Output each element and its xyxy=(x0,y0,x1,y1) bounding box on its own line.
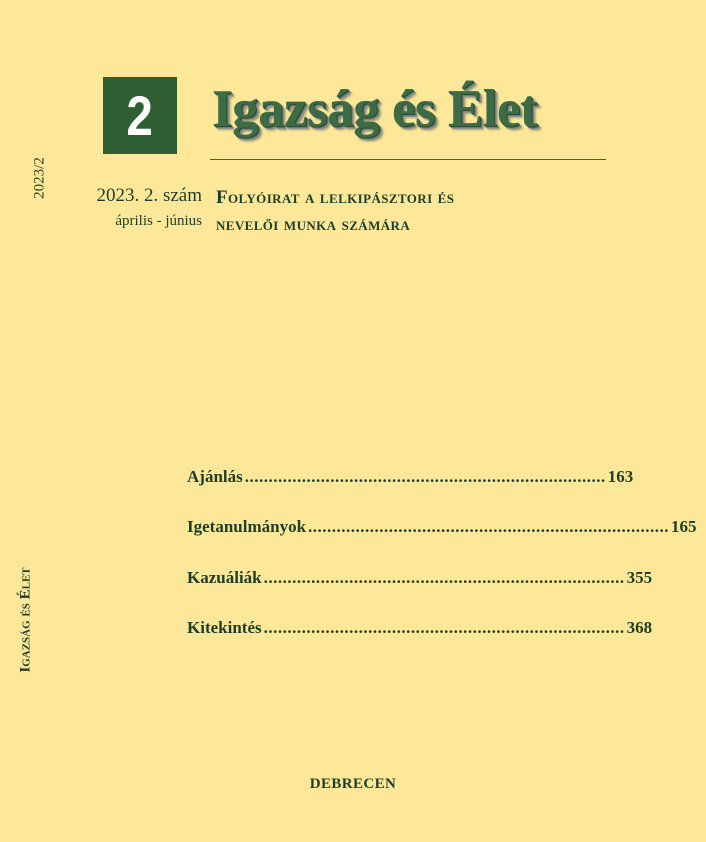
spine-title: Igazság és Élet xyxy=(17,567,34,673)
toc-item-page: 165 xyxy=(671,517,697,537)
issue-info xyxy=(78,184,202,234)
title-divider xyxy=(210,159,606,160)
toc-item-label: Kazuáliák xyxy=(187,567,262,587)
issue-number-badge xyxy=(103,77,177,154)
issue-months: április - június xyxy=(115,213,202,229)
toc-item-kazualiak xyxy=(187,567,653,618)
toc-item-page: 163 xyxy=(607,467,634,486)
toc-item-ajanlas xyxy=(187,467,634,517)
journal-subtitle xyxy=(216,184,454,238)
toc-item-label: Ajánlás xyxy=(187,467,243,486)
toc-leader-dots: ............................................................................ xyxy=(308,517,670,537)
subtitle-line-2: nevelői munka számára xyxy=(216,214,411,235)
subtitle-line-1: Folyóirat a lelkipásztori és xyxy=(216,187,455,208)
toc-leader-dots: ............................................................................ xyxy=(263,567,625,587)
toc-item-kitekintes xyxy=(187,617,653,668)
toc-item-igetanulmanyok xyxy=(187,517,697,567)
journal-title: Igazság és Élet xyxy=(212,80,538,138)
toc-item-page: 355 xyxy=(626,567,653,587)
spine-year: 2023/2 xyxy=(31,157,48,199)
issue-year-number: 2023. 2. szám xyxy=(96,185,202,206)
toc-item-label: Kitekintés xyxy=(187,617,262,637)
issue-number: 2 xyxy=(126,83,154,147)
toc-item-label: Igetanulmányok xyxy=(187,517,307,537)
toc-leader-dots: ............................................................................ xyxy=(244,467,606,486)
publication-place: DEBRECEN xyxy=(309,776,397,792)
table-of-contents xyxy=(187,467,697,668)
toc-item-page: 368 xyxy=(626,617,653,637)
toc-leader-dots: ............................................................................ xyxy=(263,617,625,637)
